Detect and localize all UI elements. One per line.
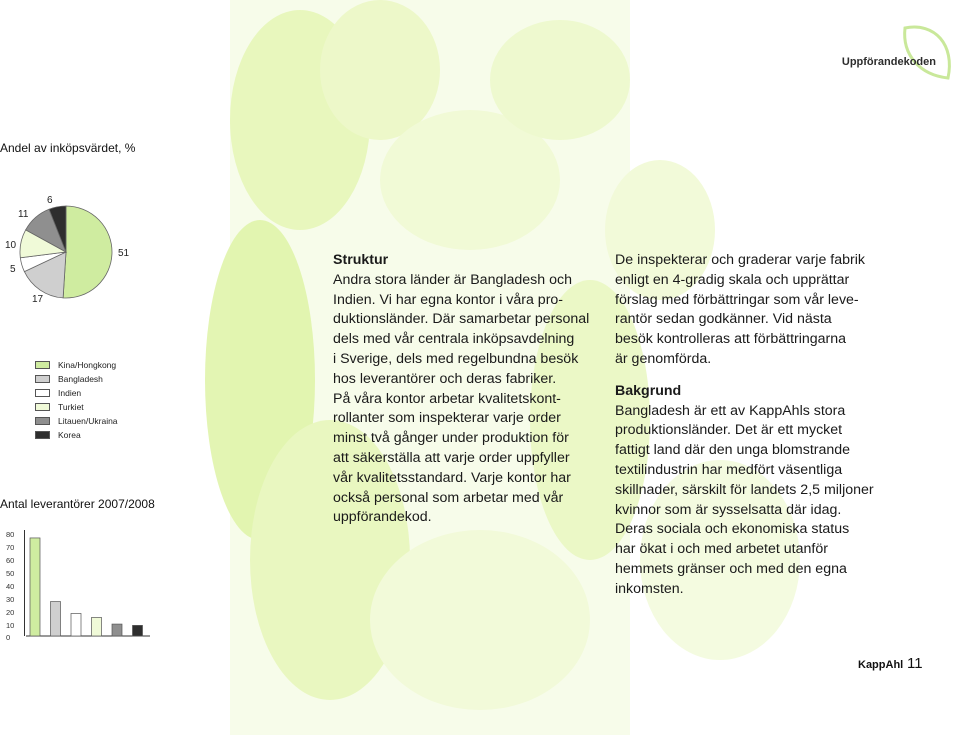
legend-swatch <box>35 417 50 425</box>
body-line: förslag med förbättringar som vår leve- <box>615 291 859 308</box>
legend-swatch <box>35 389 50 397</box>
legend-label: Kina/Hongkong <box>58 360 117 370</box>
body-line: är genomförda. <box>615 350 712 367</box>
y-tick-label: 40 <box>6 582 15 591</box>
body-line: textilindustrin har medfört väsentliga <box>615 461 843 478</box>
text-column-bakgrund <box>615 251 905 600</box>
body-line: enligt en 4-gradig skala och upprättar <box>615 271 850 288</box>
y-tick-label: 30 <box>6 595 15 604</box>
section-heading-bakgrund: Bakgrund <box>615 382 682 399</box>
y-tick-label: 80 <box>6 530 15 539</box>
body-line: också personal som arbetar med vår <box>333 489 564 506</box>
body-line: minst två gånger under produktion för <box>333 430 569 447</box>
body-line: att säkerställa att varje order uppfyller <box>333 449 570 466</box>
body-line: kvinnor som är sysselsatta där idag. <box>615 501 842 518</box>
y-tick-label: 0 <box>6 633 11 642</box>
body-line: duktionsländer. Där samarbetar personal <box>333 311 590 328</box>
body-line: Indien. Vi har egna kontor i våra pro- <box>333 291 564 308</box>
body-line: Andra stora länder är Bangladesh och <box>333 271 572 288</box>
text-column-struktur <box>333 251 595 528</box>
body-line: produktionsländer. Det är ett mycket <box>615 422 843 439</box>
body-line: På våra kontor arbetar kvalitetskont- <box>333 390 561 407</box>
body-line: De inspekterar och graderar varje fabrik <box>615 252 865 268</box>
section-heading-struktur: Struktur <box>333 252 389 268</box>
body-line: inkomsten. <box>615 580 684 597</box>
page-header-title: Uppförandekoden <box>841 56 936 68</box>
legend-label: Bangladesh <box>58 374 103 384</box>
bar-indien <box>71 613 81 636</box>
bar-kina-hongkong <box>30 538 40 636</box>
y-tick-label: 60 <box>6 556 15 565</box>
body-line: uppförandekod. <box>333 509 432 526</box>
bar-chart <box>24 530 154 642</box>
body-line: hemmets gränser och med den egna <box>615 560 847 577</box>
pie-label-turkiet: 10 <box>5 240 17 251</box>
legend-label: Indien <box>58 388 82 398</box>
bar-bangladesh <box>51 602 61 636</box>
bar-turkiet <box>92 617 102 636</box>
body-line: Bangladesh är ett av KappAhls stora <box>615 402 846 419</box>
legend-label: Turkiet <box>58 402 84 412</box>
body-line: rantör sedan godkänner. Vid nästa <box>615 311 832 328</box>
legend-label: Korea <box>58 430 81 440</box>
page-number: 11 <box>907 655 923 672</box>
y-tick-label: 50 <box>6 569 15 578</box>
body-line: fattigt land där den unga blomstrande <box>615 442 851 459</box>
legend-label: Litauen/Ukraina <box>58 416 118 426</box>
pie-label-bangladesh: 17 <box>32 294 44 305</box>
legend-swatch <box>35 361 50 369</box>
pie-slice-kina-hongkong <box>63 206 112 298</box>
pie-label-litauen: 11 <box>18 209 29 220</box>
body-line: skillnader, särskilt för landets 2,5 miljoner <box>615 481 874 498</box>
body-line: i Sverige, dels med regelbundna besök <box>333 350 579 367</box>
body-line: hos leverantörer och deras fabriker. <box>333 370 557 387</box>
body-line: vår kvalitetsstandard. Varje kontor har <box>333 469 571 486</box>
body-line: Deras sociala och ekonomiska status <box>615 521 850 538</box>
legend-swatch <box>35 431 50 439</box>
pie-chart-title: Andel av inköpsvärdet, % <box>0 141 136 155</box>
pie-label-kina: 51 <box>118 248 130 259</box>
bar-korea <box>133 625 143 636</box>
body-line: rollanter som inspekterar varje order <box>333 410 561 427</box>
bar-chart-title: Antal leverantörer 2007/2008 <box>0 497 155 511</box>
pie-label-indien: 5 <box>10 264 16 275</box>
body-line: har ökat i och med arbetet utanför <box>615 541 828 558</box>
y-tick-label: 70 <box>6 543 15 552</box>
brand-name: KappAhl <box>858 659 904 671</box>
legend-swatch <box>35 375 50 383</box>
pie-label-korea: 6 <box>47 195 53 206</box>
body-line: dels med vår centrala inköpsavdelning <box>333 331 575 348</box>
body-line: besök kontrolleras att förbättringarna <box>615 331 847 348</box>
legend-swatch <box>35 403 50 411</box>
y-tick-label: 20 <box>6 608 15 617</box>
bar-litauen-ukraina <box>112 624 122 636</box>
y-tick-label: 10 <box>6 621 15 630</box>
